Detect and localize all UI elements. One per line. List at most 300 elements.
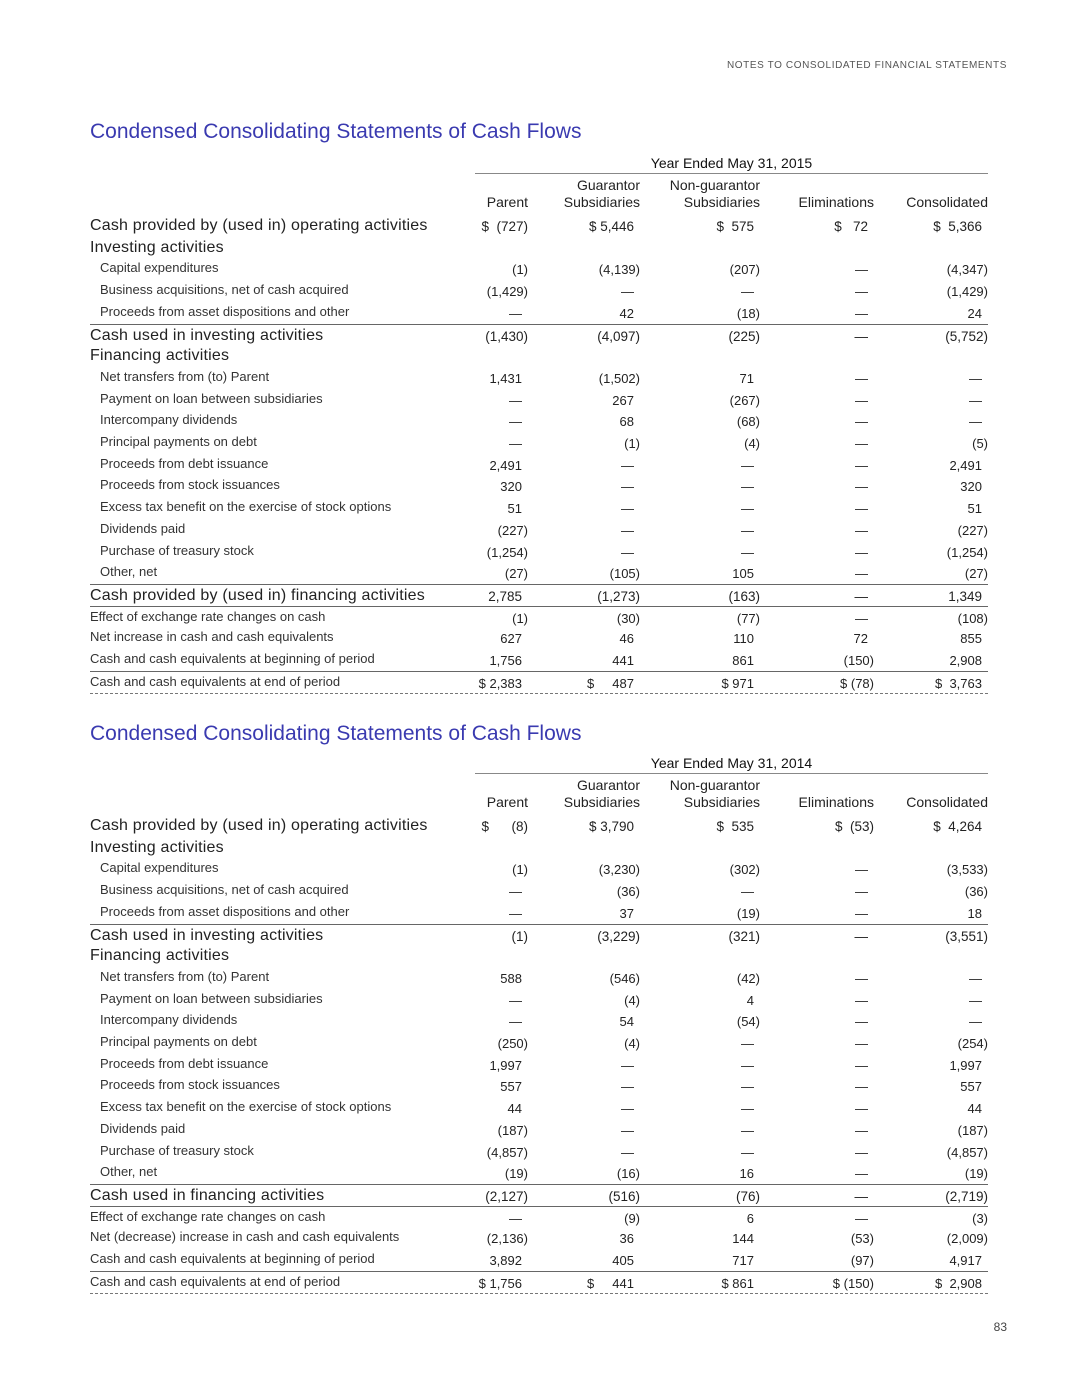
table-row	[90, 627, 988, 649]
table-cell: —	[855, 1014, 868, 1030]
row-label: Capital expenditures	[100, 860, 219, 876]
table-cell: (2,136)	[486, 1231, 528, 1247]
column-header: Consolidated	[906, 194, 988, 210]
table-cell: —	[509, 414, 522, 430]
table-cell: —	[855, 544, 868, 560]
table-row	[90, 432, 988, 454]
cash-flow-table-2015	[90, 155, 988, 695]
column-header: Eliminations	[798, 194, 874, 210]
table-cell: 144	[732, 1231, 754, 1247]
table-row	[90, 454, 988, 476]
table-cell: 4	[746, 992, 754, 1008]
table-row	[90, 258, 988, 280]
table-cell: (3,229)	[597, 928, 640, 944]
table-row	[90, 1162, 988, 1184]
table-cell: —	[855, 970, 868, 986]
table-cell: 320	[500, 479, 522, 495]
row-label: Proceeds from stock issuances	[100, 477, 280, 493]
table-cell: $ 861	[721, 1275, 754, 1291]
row-label: Proceeds from asset dispositions and other	[100, 303, 350, 319]
section-title-2014: Condensed Consolidating Statements of Cash Flows	[90, 722, 582, 745]
table-cell: (4,857)	[946, 1144, 988, 1160]
table-cell: $ 5,446	[588, 219, 634, 234]
table-cell: —	[854, 588, 868, 604]
table-row	[90, 584, 988, 607]
row-label: Cash used in investing activities	[90, 326, 324, 344]
row-label: Intercompany dividends	[100, 412, 238, 428]
table-row	[90, 1249, 988, 1271]
column-header: Consolidated	[906, 794, 988, 810]
table-cell: (19)	[504, 1166, 528, 1182]
table-row	[90, 1119, 988, 1141]
table-cell: (76)	[735, 1188, 760, 1204]
table-cell: 861	[732, 653, 754, 668]
table-cell: —	[741, 522, 754, 538]
row-label: Net increase in cash and cash equivalents	[90, 629, 334, 645]
table-cell: —	[854, 328, 868, 344]
table-cell: (1)	[512, 610, 528, 626]
table-cell: —	[855, 522, 868, 538]
table-cell: 6	[746, 1210, 754, 1226]
row-label: Effect of exchange rate changes on cash	[90, 608, 326, 624]
table-cell: —	[741, 544, 754, 560]
table-row	[90, 215, 988, 237]
table-cell: 320	[960, 479, 982, 495]
column-header: Parent	[486, 794, 528, 810]
table-cell: 1,997	[489, 1057, 522, 1073]
table-cell: $ (727)	[481, 219, 528, 234]
table-row	[90, 815, 988, 837]
table-cell: (9)	[624, 1210, 640, 1226]
table-cell: (1,429)	[486, 284, 528, 300]
table-cell: $ 2,383	[478, 675, 522, 691]
row-label: Effect of exchange rate changes on cash	[90, 1208, 326, 1224]
table-cell: —	[969, 392, 982, 408]
table-cell: 717	[732, 1253, 754, 1268]
table-cell: 557	[500, 1079, 522, 1095]
table-cell: 1,997	[949, 1057, 982, 1073]
table-row	[90, 858, 988, 880]
row-label: Cash provided by (used in) operating activities	[90, 817, 428, 834]
table-cell: —	[509, 305, 522, 321]
table-cell: 16	[739, 1166, 754, 1182]
table-cell: (27)	[964, 566, 988, 582]
table-row	[90, 1032, 988, 1054]
table-cell: 42	[619, 305, 634, 321]
table-cell: (4,139)	[598, 262, 640, 278]
table-cell: 71	[739, 370, 754, 386]
table-cell: —	[509, 884, 522, 900]
table-cell: —	[969, 1014, 982, 1030]
row-label: Cash used in financing activities	[90, 1186, 325, 1204]
table-cell: (18)	[736, 305, 760, 321]
table-cell: (27)	[504, 566, 528, 582]
row-label: Cash used in investing activities	[90, 926, 324, 944]
table-cell: (321)	[728, 928, 760, 944]
row-label: Payment on loan between subsidiaries	[100, 390, 323, 406]
row-label: Purchase of treasury stock	[100, 1142, 254, 1158]
table-cell: (225)	[728, 328, 760, 344]
table-cell: $ 1,756	[478, 1275, 522, 1291]
table-cell: 18	[967, 905, 982, 921]
table-cell: (187)	[957, 1122, 988, 1138]
table-cell: —	[741, 501, 754, 517]
table-cell: —	[509, 436, 522, 451]
period-header: Year Ended May 31, 2014	[475, 755, 988, 774]
table-cell: —	[855, 501, 868, 517]
table-cell: —	[741, 1057, 754, 1073]
table-cell: 37	[619, 905, 634, 921]
table-cell: (163)	[728, 588, 760, 604]
table-cell: 405	[612, 1253, 634, 1268]
table-cell: —	[855, 392, 868, 408]
table-cell: —	[855, 1079, 868, 1095]
table-cell: (1)	[512, 862, 528, 878]
table-cell: $ 5,366	[933, 219, 982, 234]
table-cell: 2,908	[949, 653, 982, 668]
table-row	[90, 367, 988, 389]
cash-flow-table-2014	[90, 755, 988, 1300]
table-row	[90, 562, 988, 584]
table-cell: —	[855, 884, 868, 900]
row-label: Proceeds from debt issuance	[100, 455, 269, 471]
row-label: Cash provided by (used in) operating activities	[90, 217, 428, 234]
row-label: Other, net	[100, 564, 158, 580]
row-label: Principal payments on debt	[100, 434, 257, 449]
table-cell: 36	[619, 1231, 634, 1247]
table-row	[90, 302, 988, 324]
table-row	[90, 902, 988, 924]
table-cell: 44	[967, 1101, 982, 1117]
row-label: Investing activities	[90, 838, 224, 856]
table-cell: (4,857)	[486, 1144, 528, 1160]
table-cell: 51	[507, 501, 522, 517]
row-label: Net transfers from (to) Parent	[100, 968, 270, 984]
table-cell: (1,273)	[597, 588, 640, 604]
table-row	[90, 1271, 988, 1295]
table-row	[90, 945, 988, 967]
table-cell: (1)	[511, 928, 528, 944]
table-cell: —	[741, 1101, 754, 1117]
table-cell: $ 441	[587, 1275, 634, 1291]
table-cell: 24	[967, 305, 982, 321]
table-cell: (546)	[609, 970, 640, 986]
table-cell: (108)	[957, 610, 988, 626]
table-row	[90, 1097, 988, 1119]
table-cell: —	[855, 1036, 868, 1051]
table-cell: $ 4,264	[933, 819, 982, 834]
table-cell: $ 575	[716, 219, 754, 234]
table-cell: $ (150)	[832, 1275, 874, 1291]
table-cell: $ (78)	[840, 675, 874, 691]
table-row	[90, 1141, 988, 1163]
table-cell: (30)	[616, 610, 640, 626]
row-label: Financing activities	[90, 347, 230, 365]
table-cell: (3,551)	[945, 928, 988, 944]
section-title-2015: Condensed Consolidating Statements of Cash Flows	[90, 120, 582, 143]
table-cell: —	[621, 1057, 634, 1073]
table-cell: —	[854, 928, 868, 944]
table-cell: 588	[500, 970, 522, 986]
table-cell: 110	[733, 631, 754, 647]
row-label: Proceeds from debt issuance	[100, 1055, 269, 1071]
table-row	[90, 924, 988, 947]
table-cell: —	[741, 457, 754, 473]
table-cell: (250)	[497, 1036, 528, 1051]
table-cell: 627	[500, 631, 522, 647]
table-cell: $ 72	[834, 219, 868, 234]
row-label: Dividends paid	[100, 1120, 186, 1136]
table-cell: —	[509, 905, 522, 921]
table-cell: 2,491	[489, 457, 522, 473]
table-cell: 105	[732, 566, 754, 582]
table-cell: (4)	[744, 436, 760, 451]
table-row	[90, 541, 988, 563]
table-cell: —	[855, 414, 868, 430]
table-row	[90, 1206, 988, 1229]
table-cell: —	[621, 1144, 634, 1160]
row-label: Cash provided by (used in) financing activities	[90, 586, 425, 604]
table-row	[90, 519, 988, 541]
table-cell: (4,097)	[597, 328, 640, 344]
table-cell: 51	[967, 501, 982, 517]
table-cell: —	[509, 392, 522, 408]
column-header: Non-guarantor Subsidiaries	[669, 777, 760, 810]
table-cell: (19)	[964, 1166, 988, 1182]
table-cell: (302)	[729, 862, 760, 878]
table-cell: —	[969, 370, 982, 386]
table-cell: (19)	[736, 905, 760, 921]
table-cell: —	[741, 884, 754, 900]
table-cell: (1,254)	[486, 544, 528, 560]
table-cell: (227)	[497, 522, 528, 538]
table-cell: —	[741, 284, 754, 300]
table-cell: (227)	[957, 522, 988, 538]
table-cell: 1,431	[489, 370, 522, 386]
table-cell: —	[855, 1144, 868, 1160]
table-cell: $ 487	[587, 675, 634, 691]
table-cell: —	[855, 262, 868, 278]
table-cell: —	[855, 610, 868, 626]
table-cell: (1,254)	[946, 544, 988, 560]
row-label: Net transfers from (to) Parent	[100, 368, 270, 384]
table-cell: 4,917	[949, 1253, 982, 1268]
table-cell: —	[621, 501, 634, 517]
table-cell: —	[741, 479, 754, 495]
column-header: Guarantor Subsidiaries	[563, 177, 640, 210]
table-cell: —	[741, 1122, 754, 1138]
table-cell: —	[621, 544, 634, 560]
table-cell: —	[621, 522, 634, 538]
table-cell: (36)	[964, 884, 988, 900]
table-cell: (97)	[850, 1253, 874, 1268]
table-cell: $ 971	[721, 675, 754, 691]
row-label: Principal payments on debt	[100, 1034, 257, 1049]
table-row	[90, 1075, 988, 1097]
table-cell: 3,892	[489, 1253, 522, 1268]
table-row	[90, 324, 988, 347]
table-row	[90, 671, 988, 695]
table-cell: $ (8)	[481, 819, 528, 834]
table-cell: —	[855, 1101, 868, 1117]
table-row	[90, 1010, 988, 1032]
table-cell: —	[855, 1122, 868, 1138]
table-row	[90, 837, 988, 859]
table-row	[90, 1184, 988, 1207]
table-cell: 2,785	[488, 588, 522, 604]
row-label: Business acquisitions, net of cash acquired	[100, 882, 349, 898]
table-cell: 855	[960, 631, 982, 647]
table-row	[90, 237, 988, 259]
table-cell: 68	[619, 414, 634, 430]
table-row	[90, 967, 988, 989]
table-cell: (42)	[736, 970, 760, 986]
table-cell: —	[969, 992, 982, 1008]
table-cell: —	[855, 1057, 868, 1073]
table-cell: (68)	[736, 414, 760, 430]
row-label: Cash and cash equivalents at beginning of period	[90, 651, 375, 666]
table-cell: —	[741, 1144, 754, 1160]
table-cell: —	[509, 1014, 522, 1030]
table-cell: (1,429)	[946, 284, 988, 300]
table-cell: —	[741, 1036, 754, 1051]
table-row	[90, 606, 988, 629]
table-cell: —	[509, 1210, 522, 1226]
table-cell: —	[855, 479, 868, 495]
table-row	[90, 389, 988, 411]
row-label: Proceeds from stock issuances	[100, 1077, 280, 1093]
table-cell: (1)	[624, 436, 640, 451]
table-cell: $ 3,790	[588, 819, 634, 834]
row-label: Cash and cash equivalents at beginning of period	[90, 1251, 375, 1266]
table-cell: —	[621, 479, 634, 495]
table-row	[90, 989, 988, 1011]
table-cell: (16)	[616, 1166, 640, 1182]
table-cell: —	[855, 305, 868, 321]
table-cell: 2,491	[949, 457, 982, 473]
table-cell: $ 535	[716, 819, 754, 834]
table-cell: (4)	[624, 992, 640, 1008]
row-label: Net (decrease) increase in cash and cash equivalents	[90, 1229, 400, 1245]
column-header: Parent	[486, 194, 528, 210]
table-cell: 44	[507, 1101, 522, 1117]
table-cell: (3)	[972, 1210, 988, 1226]
table-row	[90, 497, 988, 519]
column-header: Non-guarantor Subsidiaries	[669, 177, 760, 210]
table-cell: —	[854, 1188, 868, 1204]
table-cell: —	[855, 862, 868, 878]
table-cell: (267)	[729, 392, 760, 408]
table-cell: —	[509, 992, 522, 1008]
period-header: Year Ended May 31, 2015	[475, 155, 988, 174]
table-row	[90, 345, 988, 367]
table-cell: —	[855, 905, 868, 921]
column-header: Eliminations	[798, 794, 874, 810]
table-cell: (2,127)	[485, 1188, 528, 1204]
table-cell: —	[621, 1079, 634, 1095]
row-label: Financing activities	[90, 947, 230, 965]
table-cell: —	[855, 1210, 868, 1226]
header-note: NOTES TO CONSOLIDATED FINANCIAL STATEMENTS	[726, 60, 1007, 71]
row-label: Business acquisitions, net of cash acquired	[100, 282, 349, 298]
table-cell: (5)	[972, 436, 988, 451]
table-cell: (187)	[497, 1122, 528, 1138]
table-cell: —	[855, 370, 868, 386]
table-row	[90, 410, 988, 432]
row-label: Cash and cash equivalents at end of period	[90, 1273, 341, 1289]
table-cell: (2,009)	[946, 1231, 988, 1247]
table-row	[90, 1227, 988, 1249]
table-cell: (77)	[736, 610, 760, 626]
table-cell: —	[855, 457, 868, 473]
row-label: Intercompany dividends	[100, 1012, 238, 1028]
row-label: Proceeds from asset dispositions and other	[100, 903, 350, 919]
row-label: Purchase of treasury stock	[100, 542, 254, 558]
table-cell: —	[855, 566, 868, 582]
table-cell: —	[741, 1079, 754, 1095]
table-cell: —	[621, 284, 634, 300]
table-cell: 1,756	[489, 653, 522, 668]
table-cell: —	[621, 1101, 634, 1117]
table-cell: (54)	[736, 1014, 760, 1030]
table-cell: (105)	[609, 566, 640, 582]
table-cell: 267	[612, 392, 634, 408]
row-label: Other, net	[100, 1164, 158, 1180]
table-cell: $ 2,908	[935, 1275, 982, 1291]
table-cell: 46	[619, 631, 634, 647]
table-cell: (4,347)	[946, 262, 988, 278]
table-cell: (5,752)	[945, 328, 988, 344]
table-cell: (516)	[608, 1188, 640, 1204]
table-cell: (1,502)	[598, 370, 640, 386]
table-cell: 557	[960, 1079, 982, 1095]
table-row	[90, 280, 988, 302]
table-cell: —	[855, 992, 868, 1008]
table-cell: $ (53)	[834, 819, 874, 834]
table-cell: (207)	[729, 262, 760, 278]
row-label: Investing activities	[90, 238, 224, 256]
table-cell: —	[621, 1122, 634, 1138]
row-label: Payment on loan between subsidiaries	[100, 990, 323, 1006]
table-cell: (1)	[512, 262, 528, 278]
table-cell: 72	[853, 631, 868, 647]
table-cell: (254)	[957, 1036, 988, 1051]
row-label: Dividends paid	[100, 520, 186, 536]
table-cell: (3,533)	[946, 862, 988, 878]
table-cell: (36)	[616, 884, 640, 900]
page-number: 83	[993, 1320, 1007, 1334]
row-label: Cash and cash equivalents at end of period	[90, 673, 341, 689]
table-cell: (1,430)	[485, 328, 528, 344]
table-cell: 441	[612, 653, 634, 668]
table-cell: (2,719)	[945, 1188, 988, 1204]
table-cell: 1,349	[948, 588, 982, 604]
table-cell: $ 3,763	[935, 675, 982, 691]
row-label: Capital expenditures	[100, 260, 219, 276]
table-row	[90, 880, 988, 902]
table-cell: —	[855, 284, 868, 300]
table-cell: (4)	[624, 1036, 640, 1051]
table-cell: —	[969, 970, 982, 986]
table-cell: 54	[619, 1014, 634, 1030]
table-cell: —	[621, 457, 634, 473]
column-header: Guarantor Subsidiaries	[563, 777, 640, 810]
table-row	[90, 1054, 988, 1076]
table-row	[90, 475, 988, 497]
table-cell: —	[855, 1166, 868, 1182]
table-cell: (150)	[843, 653, 874, 668]
row-label: Excess tax benefit on the exercise of stock options	[100, 499, 392, 515]
